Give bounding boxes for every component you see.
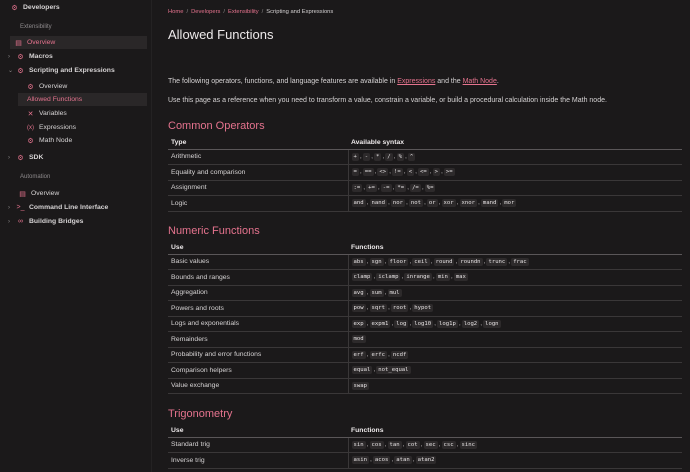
row-label: Arithmetic bbox=[168, 149, 348, 165]
syntax-token: log2 bbox=[463, 320, 478, 327]
table-row bbox=[168, 165, 682, 181]
syntax-token: > bbox=[434, 169, 438, 176]
syntax-token: csc bbox=[443, 441, 454, 448]
terminal-icon: >_ bbox=[16, 204, 25, 211]
syntax-token: acos bbox=[374, 457, 389, 464]
table-header-row bbox=[168, 242, 682, 254]
function-icon: (x) bbox=[27, 124, 34, 131]
gear-icon: ⚙ bbox=[17, 53, 24, 61]
section-title-trig: Trigonometry bbox=[168, 408, 233, 420]
syntax-token: == bbox=[364, 169, 372, 176]
row-syntax: pow , sqrt , root , hypot bbox=[348, 301, 682, 317]
syntax-token: % bbox=[398, 153, 402, 160]
syntax-token: frac bbox=[513, 258, 527, 265]
intro-paragraph-2: Use this page as a reference when you need to transform a value, constrain a variable, or build a procedural calculation inside the Math node. bbox=[168, 97, 607, 104]
table-row bbox=[168, 285, 682, 301]
syntax-token: asin bbox=[353, 457, 367, 464]
sidebar-item-developers[interactable] bbox=[10, 1, 60, 14]
row-label: Aggregation bbox=[168, 285, 348, 301]
syntax-token: pow bbox=[353, 305, 364, 312]
page-title: Allowed Functions bbox=[168, 27, 274, 42]
row-syntax: equal , not_equal bbox=[348, 363, 682, 379]
syntax-token: mul bbox=[389, 289, 400, 296]
syntax-token: iclamp bbox=[378, 274, 399, 281]
syntax-token: swap bbox=[353, 382, 367, 389]
sidebar-item-label: Command Line Interface bbox=[29, 204, 109, 211]
row-syntax: := , += , -= , *= , /= , %= bbox=[348, 180, 682, 196]
row-syntax: sin , cos , tan , cot , sec , csc , sinc bbox=[348, 437, 682, 453]
row-label: Standard trig bbox=[168, 437, 348, 453]
table-row bbox=[168, 437, 682, 453]
intro-paragraph bbox=[168, 78, 499, 85]
sidebar-item-allowed-functions[interactable] bbox=[18, 93, 147, 106]
sidebar-item-cli[interactable] bbox=[8, 201, 108, 214]
syntax-token: cot bbox=[407, 441, 418, 448]
syntax-token: or bbox=[428, 200, 436, 207]
sidebar-item-label: Math Node bbox=[39, 137, 73, 144]
syntax-token: sec bbox=[425, 441, 436, 448]
sidebar-item-label: Building Bridges bbox=[29, 218, 84, 225]
chevron-right-icon: › bbox=[8, 218, 10, 225]
syntax-token: atan bbox=[396, 457, 410, 464]
row-syntax: asin , acos , atan , atan2 bbox=[348, 453, 682, 469]
main-content bbox=[152, 0, 690, 472]
sidebar-item-label: Overview bbox=[39, 83, 68, 90]
row-syntax: + , - , * , / , % , ^ bbox=[348, 149, 682, 165]
sidebar-section-extensibility: Extensibility bbox=[20, 24, 52, 30]
syntax-token: %= bbox=[426, 184, 434, 191]
syntax-token: equal bbox=[353, 367, 371, 374]
breadcrumb: Home / Developers / Extensibility / Scripting and Expressions bbox=[168, 9, 334, 15]
syntax-token: >= bbox=[445, 169, 453, 176]
row-label: Logic bbox=[168, 196, 348, 212]
sidebar-item-macros[interactable] bbox=[8, 50, 53, 63]
syntax-token: nand bbox=[371, 200, 385, 207]
syntax-token: expm1 bbox=[371, 320, 389, 327]
section-title-operators: Common Operators bbox=[168, 120, 265, 132]
syntax-token: round bbox=[435, 258, 453, 265]
syntax-token: floor bbox=[389, 258, 407, 265]
sidebar-item-label: Expressions bbox=[39, 124, 77, 131]
syntax-token: roundn bbox=[460, 258, 481, 265]
trig-table bbox=[168, 425, 682, 469]
row-label: Inverse trig bbox=[168, 453, 348, 469]
sidebar bbox=[0, 0, 152, 472]
row-syntax: erf , erfc , ncdf bbox=[348, 347, 682, 363]
numeric-table bbox=[168, 242, 682, 394]
row-label: Basic values bbox=[168, 254, 348, 270]
table-header-cell: Type bbox=[168, 137, 348, 149]
sidebar-item-math-node[interactable] bbox=[26, 134, 72, 147]
operators-table bbox=[168, 137, 682, 212]
syntax-token: abs bbox=[353, 258, 364, 265]
syntax-token: sqrt bbox=[371, 305, 385, 312]
syntax-token: hypot bbox=[414, 305, 432, 312]
syntax-token: = bbox=[353, 169, 357, 176]
syntax-token: xnor bbox=[461, 200, 475, 207]
row-label: Value exchange bbox=[168, 378, 348, 394]
row-syntax bbox=[348, 332, 682, 348]
syntax-token: /= bbox=[412, 184, 419, 191]
syntax-token: < bbox=[408, 169, 413, 176]
syntax-token: max bbox=[455, 274, 466, 281]
row-syntax: clamp , iclamp , inrange , min , max bbox=[348, 270, 682, 286]
table-row bbox=[168, 363, 682, 379]
syntax-token: erf bbox=[353, 351, 364, 358]
expressions-link[interactable]: Expressions bbox=[397, 78, 436, 85]
syntax-token: clamp bbox=[353, 274, 371, 281]
breadcrumb-current: Scripting and Expressions bbox=[266, 9, 334, 15]
table-row bbox=[168, 453, 682, 469]
syntax-token: not bbox=[410, 200, 421, 207]
row-syntax: avg , sum , mul bbox=[348, 285, 682, 301]
sidebar-item-sdk[interactable] bbox=[8, 151, 43, 164]
row-syntax: and , nand , nor , not , or , xor , xnor , mand , mor bbox=[348, 196, 682, 212]
row-syntax: exp , expm1 , log , log10 , log1p , log2 , logn bbox=[348, 316, 682, 332]
row-label: Probability and error functions bbox=[168, 347, 348, 363]
syntax-token: root bbox=[392, 305, 407, 312]
row-syntax bbox=[348, 378, 682, 394]
table-row bbox=[168, 180, 682, 196]
sidebar-item-label: Allowed Functions bbox=[27, 96, 83, 103]
row-label: Powers and roots bbox=[168, 301, 348, 317]
syntax-token: log10 bbox=[414, 320, 432, 327]
table-row bbox=[168, 196, 682, 212]
syntax-token: - bbox=[364, 153, 369, 160]
syntax-token: := bbox=[353, 184, 361, 191]
row-syntax: = , == , <> , != , < , <= , > , >= bbox=[348, 165, 682, 181]
intro-text: . bbox=[496, 78, 499, 85]
syntax-token: log bbox=[396, 320, 407, 327]
syntax-token: <= bbox=[419, 169, 427, 176]
syntax-token: mand bbox=[482, 200, 497, 207]
book-icon: ▤ bbox=[19, 190, 26, 198]
table-row bbox=[168, 378, 682, 394]
syntax-token: log1p bbox=[438, 320, 456, 327]
syntax-token: cos bbox=[371, 441, 382, 448]
syntax-token: xor bbox=[443, 200, 454, 207]
gear-icon: ⚙ bbox=[27, 83, 34, 91]
syntax-token: != bbox=[394, 169, 401, 176]
table-header-cell: Available syntax bbox=[348, 137, 682, 149]
syntax-token: tan bbox=[389, 441, 400, 448]
row-label: Assignment bbox=[168, 180, 348, 196]
section-title-numeric: Numeric Functions bbox=[168, 225, 260, 237]
sidebar-item-label: Scripting and Expressions bbox=[29, 67, 115, 74]
syntax-token: ^ bbox=[409, 153, 414, 160]
gear-icon: ⚙ bbox=[11, 4, 18, 12]
row-label: Logs and exponentials bbox=[168, 316, 348, 332]
chevron-right-icon: › bbox=[8, 204, 10, 211]
sidebar-item-variables[interactable] bbox=[26, 107, 67, 120]
syntax-token: logn bbox=[485, 320, 499, 327]
table-row bbox=[168, 347, 682, 363]
row-label: Remainders bbox=[168, 332, 348, 348]
syntax-token: atan2 bbox=[417, 457, 435, 464]
syntax-token: *= bbox=[397, 184, 405, 191]
syntax-token: erfc bbox=[371, 351, 385, 358]
syntax-token: avg bbox=[353, 289, 364, 296]
syntax-token: / bbox=[387, 153, 391, 160]
table-header-row bbox=[168, 425, 682, 437]
syntax-token: ceil bbox=[414, 258, 428, 265]
sidebar-item-label: Overview bbox=[27, 39, 56, 46]
breadcrumb-developers[interactable]: Developers bbox=[191, 9, 221, 15]
gear-icon: ⚙ bbox=[27, 137, 34, 145]
syntax-token: mod bbox=[353, 336, 364, 343]
syntax-token: exp bbox=[353, 320, 364, 327]
sidebar-item-label: Macros bbox=[29, 53, 53, 60]
sidebar-item-scripting[interactable] bbox=[8, 64, 115, 77]
sidebar-item-label: Overview bbox=[31, 190, 60, 197]
row-label: Bounds and ranges bbox=[168, 270, 348, 286]
chevron-right-icon: › bbox=[8, 154, 10, 161]
chevron-down-icon: ⌄ bbox=[8, 68, 14, 74]
row-label: Equality and comparison bbox=[168, 165, 348, 181]
syntax-token: nor bbox=[392, 200, 403, 207]
syntax-token: + bbox=[353, 153, 357, 160]
table-row bbox=[168, 332, 682, 348]
table-row bbox=[168, 149, 682, 165]
intro-text: The following operators, functions, and language features are available in bbox=[168, 78, 398, 85]
math-node-link[interactable]: Math Node bbox=[462, 78, 497, 85]
syntax-token: sin bbox=[353, 441, 364, 448]
sidebar-item-overview[interactable] bbox=[10, 36, 147, 49]
table-header-cell: Use bbox=[168, 242, 348, 254]
syntax-token: min bbox=[437, 274, 448, 281]
breadcrumb-home[interactable]: Home bbox=[168, 9, 184, 15]
syntax-token: not_equal bbox=[378, 367, 409, 374]
link-icon: ∞ bbox=[18, 218, 23, 225]
syntax-token: trunc bbox=[488, 258, 506, 265]
gear-icon: ⚙ bbox=[17, 67, 24, 75]
gear-icon: ⚙ bbox=[17, 154, 24, 162]
syntax-token: ncdf bbox=[392, 351, 407, 358]
syntax-token: <> bbox=[379, 169, 387, 176]
syntax-token: sinc bbox=[461, 441, 475, 448]
table-row bbox=[168, 301, 682, 317]
table-header-cell: Functions bbox=[348, 242, 682, 254]
sidebar-item-label: Variables bbox=[39, 110, 67, 117]
table-header-row bbox=[168, 137, 682, 149]
sidebar-section-automation: Automation bbox=[20, 174, 51, 180]
chevron-right-icon: › bbox=[8, 53, 10, 60]
sidebar-item-label: SDK bbox=[29, 154, 44, 161]
table-row bbox=[168, 270, 682, 286]
syntax-token: and bbox=[353, 200, 364, 207]
sidebar-item-overview-automation[interactable] bbox=[18, 187, 59, 200]
sidebar-item-expressions[interactable] bbox=[26, 121, 76, 134]
sidebar-item-building-bridges[interactable] bbox=[8, 215, 83, 228]
syntax-token: sum bbox=[371, 289, 382, 296]
syntax-token: inrange bbox=[406, 274, 430, 281]
table-header-cell: Functions bbox=[348, 425, 682, 437]
row-syntax: abs , sgn , floor , ceil , round , roundn , trunc , frac bbox=[348, 254, 682, 270]
syntax-token: * bbox=[376, 153, 380, 160]
table-row bbox=[168, 254, 682, 270]
book-icon: ▤ bbox=[15, 39, 22, 47]
x-icon: ✕ bbox=[27, 110, 34, 118]
row-label: Comparison helpers bbox=[168, 363, 348, 379]
table-header-cell: Use bbox=[168, 425, 348, 437]
table-row bbox=[168, 316, 682, 332]
syntax-token: mor bbox=[504, 200, 515, 207]
sidebar-item-label: Developers bbox=[23, 4, 60, 11]
syntax-token: -= bbox=[382, 184, 390, 191]
syntax-token: sgn bbox=[371, 258, 382, 265]
breadcrumb-extensibility[interactable]: Extensibility bbox=[228, 9, 259, 15]
syntax-token: += bbox=[368, 184, 375, 191]
intro-text: and the bbox=[435, 78, 463, 85]
sidebar-item-overview-scripting[interactable] bbox=[26, 80, 67, 93]
